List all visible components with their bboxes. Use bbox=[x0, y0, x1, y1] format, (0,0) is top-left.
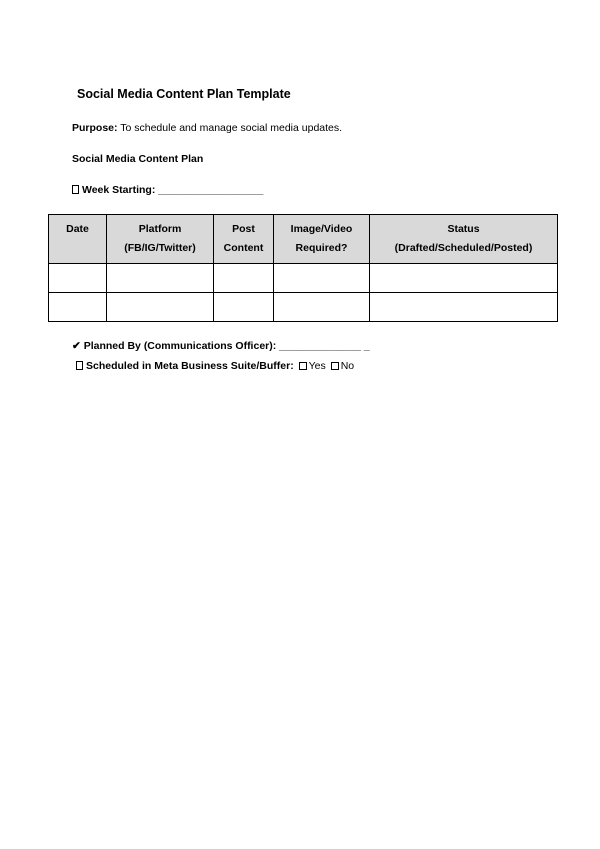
checkbox-icon bbox=[72, 185, 79, 194]
week-starting-label: Week Starting: __________________ bbox=[82, 184, 264, 196]
purpose-line bbox=[72, 122, 342, 134]
header-image-video: Image/Video Required? bbox=[274, 215, 370, 264]
table-cell[interactable] bbox=[274, 264, 370, 293]
option-no-label: No bbox=[340, 360, 355, 372]
scheduled-line bbox=[76, 360, 354, 372]
header-platform: Platform (FB/IG/Twitter) bbox=[107, 215, 214, 264]
option-yes-label: Yes bbox=[308, 360, 326, 372]
content-plan-table bbox=[48, 214, 558, 322]
no-checkbox-icon[interactable] bbox=[331, 362, 339, 370]
table-row bbox=[49, 264, 558, 293]
table-cell[interactable] bbox=[214, 264, 274, 293]
section-heading: Social Media Content Plan bbox=[72, 153, 204, 165]
table-header-row bbox=[49, 215, 558, 264]
checkbox-icon bbox=[76, 361, 83, 370]
table-cell[interactable] bbox=[107, 264, 214, 293]
planned-by-line: ✔ Planned By (Communications Officer): ______________ _ bbox=[72, 340, 370, 352]
document-title: Social Media Content Plan Template bbox=[77, 87, 291, 101]
header-post-content: Post Content bbox=[214, 215, 274, 264]
table-cell[interactable] bbox=[107, 293, 214, 322]
table-cell[interactable] bbox=[49, 264, 107, 293]
table-cell[interactable] bbox=[214, 293, 274, 322]
table-row bbox=[49, 293, 558, 322]
week-starting-line bbox=[72, 184, 263, 196]
purpose-text: To schedule and manage social media updates. bbox=[117, 122, 343, 134]
yes-checkbox-icon[interactable] bbox=[299, 362, 307, 370]
purpose-label: Purpose: bbox=[72, 122, 118, 134]
table-cell[interactable] bbox=[49, 293, 107, 322]
header-date: Date bbox=[49, 215, 107, 264]
scheduled-question: Scheduled in Meta Business Suite/Buffer: bbox=[86, 360, 294, 372]
header-status: Status (Drafted/Scheduled/Posted) bbox=[370, 215, 558, 264]
table-cell[interactable] bbox=[274, 293, 370, 322]
table-cell[interactable] bbox=[370, 264, 558, 293]
table-cell[interactable] bbox=[370, 293, 558, 322]
